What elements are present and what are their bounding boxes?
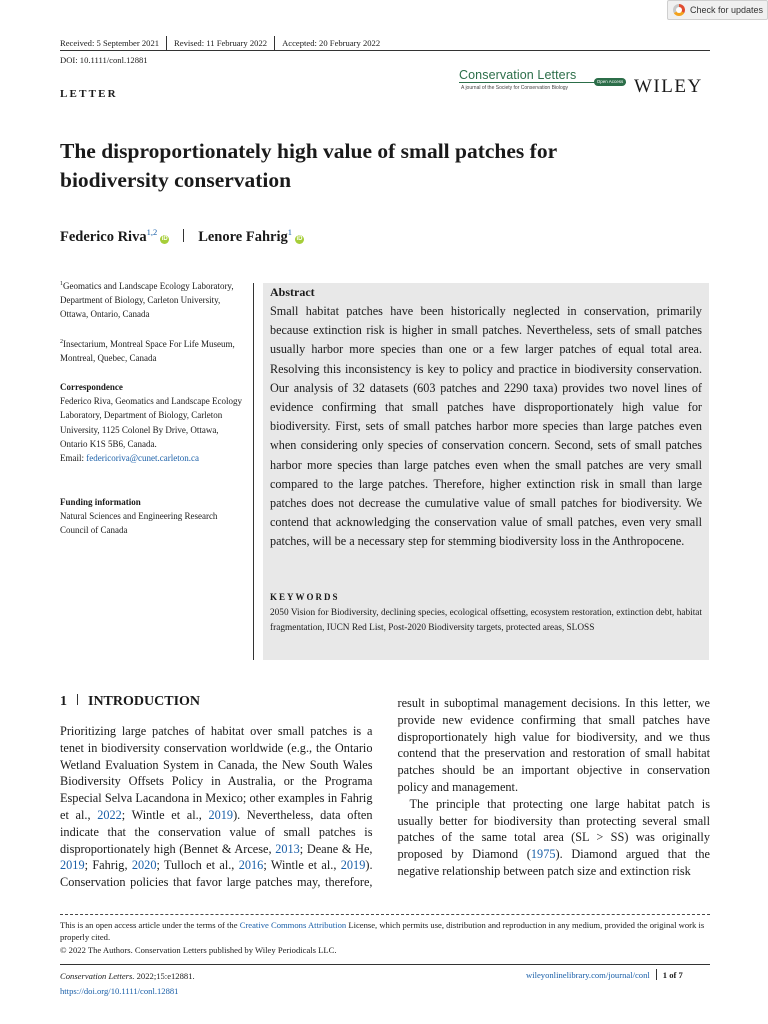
open-access-badge: Open Access <box>594 78 626 86</box>
affiliation-sup: 2 <box>60 339 63 345</box>
doi: DOI: 10.1111/conl.12881 <box>60 55 148 65</box>
author-name[interactable]: Lenore Fahrig <box>198 228 288 245</box>
orcid-icon[interactable]: iD <box>161 235 168 242</box>
correspondence-email <box>60 451 242 465</box>
citation-link[interactable]: 2019 <box>340 858 366 873</box>
journal-site-link[interactable]: wileyonlinelibrary.com/journal/conl <box>526 970 650 980</box>
author-name[interactable]: Federico Riva <box>60 228 147 245</box>
author-list <box>60 227 304 246</box>
citation-link[interactable]: 2019 <box>208 807 234 822</box>
received-date: Received: 5 September 2021 <box>60 38 160 49</box>
intro-paragraph-1: Prioritizing large patches of habitat over small patches is a tenet in biodiversity conservation worldwide (e.g., the Ontario Wetland Evaluation System in Canada, the New South Wales Biodiversity Offsets Policy in Australia, or the Programa Especial Selva Lacandona in Mexico; other examples in Fahrig et al., 2022; Wintle et al., 2019). Nevertheless, data often indicate that the conservation value of small patches is disproportionately high (Bennet & Arcese, 2013; Deane & He, 2019; Fahrig, 2020; Tulloch et al., 2016; Wintle et al., 2019). Conservation policies that favor large patches may, therefore, result in suboptimal management decisions. In this letter, we provide new evidence confirming that small patches have disproportionately high value for biodiversity, and we thus contend that the preservation and restoration of small habitat patches should be an important objective in conservation policy and management. <box>60 696 710 890</box>
abstract-heading: Abstract <box>270 285 315 299</box>
email-label: Email: <box>60 453 87 464</box>
citation-link[interactable]: 2013 <box>275 841 300 856</box>
correspondence-heading: Correspondence <box>60 382 123 392</box>
license-notice <box>60 919 712 956</box>
funding-text: Natural Sciences and Engineering Research Council of Canada <box>60 511 218 536</box>
heading-spacer <box>60 695 373 723</box>
crossmark-icon <box>673 4 685 16</box>
article-type: LETTER <box>60 88 118 100</box>
affiliation-text: Geomatics and Landscape Ecology Laboratory, Department of Biology, Carleton University, Ottawa, Ontario, Canada <box>60 281 234 320</box>
correspondence <box>60 380 242 465</box>
divider <box>274 36 275 50</box>
citation-journal: Conservation Letters. <box>60 971 135 981</box>
footer-rule <box>60 964 710 965</box>
footer-right <box>526 969 683 981</box>
author-affiliation-sup: 1,2 <box>146 227 158 237</box>
citation-link[interactable]: 2016 <box>238 858 264 873</box>
publisher-logo: WILEY <box>634 76 703 97</box>
footer-citation <box>60 969 195 999</box>
page-number: 1 of 7 <box>662 970 683 980</box>
title-line-1: The disproportionately high value of small patches for <box>60 139 558 163</box>
email-link[interactable]: federicoriva@cunet.carleton.ca <box>86 453 199 464</box>
license-divider <box>60 914 710 915</box>
cc-license-link[interactable]: Creative Commons Attribution <box>239 920 347 930</box>
revised-date: Revised: 11 February 2022 <box>174 38 268 49</box>
journal-logo: Conservation Letters <box>459 68 577 82</box>
affiliation-2 <box>60 335 242 365</box>
section-title: INTRODUCTION <box>88 694 201 709</box>
keywords-heading: KEYWORDS <box>270 592 340 602</box>
section-number: 1 <box>60 694 67 709</box>
correspondence-text: Federico Riva, Geomatics and Landscape Ecology Laboratory, Department of Biology, Carleton University, 1125 Colonel By Drive, Ottawa, Ontario K1S 5B6, Canada. <box>60 396 242 449</box>
citation-link[interactable]: 2019 <box>60 858 85 873</box>
title-line-2: biodiversity conservation <box>60 168 292 192</box>
citation-link[interactable]: 2022 <box>97 807 122 822</box>
funding-heading: Funding information <box>60 497 141 507</box>
orcid-icon[interactable]: iD <box>296 235 303 242</box>
accepted-date: Accepted: 20 February 2022 <box>282 38 381 49</box>
intro-body <box>60 695 710 897</box>
abstract-rule <box>253 283 254 660</box>
article-dates <box>60 35 380 49</box>
citation-link[interactable]: 1975 <box>530 847 556 862</box>
journal-tagline: A journal of the Society for Conservation Biology <box>461 85 569 91</box>
citation-volume: 2022;15:e12881. <box>134 971 195 981</box>
abstract-text: Small habitat patches have been historically neglected in conservation, primarily because extinction risk is higher in small patches. Nevertheless, sets of small patches usually harbor more species than one or a few larger patches of equal total area. Resolving this inconsistency is key to policy and practice in biodiversity conservation. Our analysis of 32 datasets (603 patches and 2290 taxa) provides two novel lines of evidence confirming that small patches have disproportionately high value for biodiversity. First, sets of small patches harbor more species than large patches even when considering only species of conservation concern. Second, sets of small patches harbor more species than large patches even when the small patches are very small compared to the large patches. Therefore, higher extinction risk in small than large patches does not decrease the cumulative value of small patches for biodiversity. We contend that acknowledging the conservation value of small patches, even very small patches, will be a necessary step for stemming biodiversity loss in the Anthropocene. <box>270 304 702 549</box>
affiliation-sup: 1 <box>60 281 63 287</box>
footer-divider <box>656 969 657 980</box>
author-divider <box>183 229 184 242</box>
affiliation-text: Insectarium, Montreal Space For Life Museum, Montreal, Quebec, Canada <box>60 339 235 364</box>
copyright: © 2022 The Authors. Conservation Letters published by Wiley Periodicals LLC. <box>60 944 337 955</box>
author-affiliation-sup: 1 <box>287 227 292 237</box>
paper-title <box>60 137 710 195</box>
funding-info <box>60 495 242 538</box>
license-text: This is an open access article under the terms of the Creative Commons Attribution License, which permits use, distribution and reproduction in any medium, provided the original work is properly cited. <box>60 920 705 943</box>
check-for-updates-label: Check for updates <box>690 5 764 15</box>
intro-paragraph-2: The principle that protecting one large habitat patch is usually better for biodiversity than protecting several small patches of the same total area (SL > SS) was originally proposed by Diamond (1975). Diamond argued that the negative relationship between patch size and extinction risk <box>397 796 710 878</box>
divider <box>166 36 167 50</box>
doi-link[interactable]: https://doi.org/10.1111/conl.12881 <box>60 986 179 996</box>
citation-link[interactable]: 2020 <box>131 858 157 873</box>
keywords-text: 2050 Vision for Biodiversity, declining species, ecological offsetting, ecosystem restoration, extinction debt, habitat fragmentation, IUCN Red List, Post-2020 Biodiversity targets, protected areas, SLOSS <box>270 608 702 634</box>
affiliation-1 <box>60 277 242 322</box>
check-for-updates-button[interactable] <box>667 0 768 20</box>
header-rule <box>60 50 710 51</box>
